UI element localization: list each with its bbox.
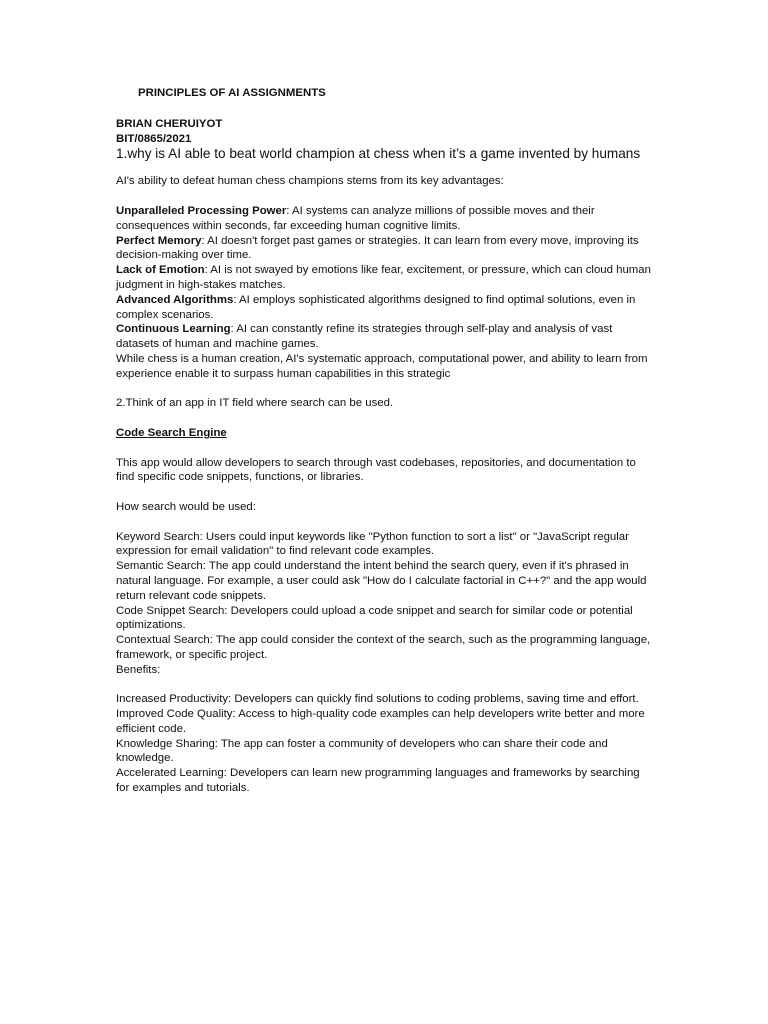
usage-heading: How search would be used: xyxy=(116,500,256,513)
author-name: BRIAN CHERUIYOT xyxy=(116,117,223,130)
benefits-heading: Benefits: xyxy=(116,663,161,676)
app-description: This app would allow developers to search through vast codebases, repositories, and documentation to find specific code snippets, functions, or libraries. xyxy=(116,456,636,484)
advantage-term: Lack of Emotion xyxy=(116,264,205,277)
advantage-item xyxy=(116,263,656,293)
advantage-item xyxy=(116,293,656,323)
question-1: 1.why is AI able to beat world champion at chess when it’s a game invented by humans xyxy=(116,146,641,162)
spacer xyxy=(116,382,656,397)
spacer xyxy=(116,515,656,530)
advantage-term: Continuous Learning xyxy=(116,323,231,336)
advantage-text: : AI systems can analyze millions of possible moves and their consequences within seconds, far exceeding human cognitive limits. xyxy=(116,204,595,232)
question-2: 2.Think of an app in IT field where search can be used. xyxy=(116,397,394,410)
benefit-item: Improved Code Quality: Access to high-quality code examples can help developers write better and more efficient code. xyxy=(116,708,645,735)
advantage-term: Unparalleled Processing Power xyxy=(116,204,287,217)
benefit-item: Knowledge Sharing: The app can foster a community of developers who can share their code and knowledge. xyxy=(116,737,608,765)
advantage-item xyxy=(116,204,656,234)
advantage-text: : AI can constantly refine its strategies through self-play and analysis of vast datasets of human and machine games. xyxy=(116,323,613,351)
usage-item: Code Snippet Search: Developers could upload a code snippet and search for similar code or potential optimizations. xyxy=(116,604,633,632)
advantage-text: : AI is not swayed by emotions like fear, excitement, or pressure, which can cloud human judgment in high-stakes matches. xyxy=(116,264,651,291)
conclusion-paragraph: While chess is a human creation, AI's systematic approach, computational power, and ability to learn from experience enable it to surpass human capabilities in this strategic xyxy=(116,352,648,380)
registration-number: BIT/0865/2021 xyxy=(116,132,192,145)
document-title: PRINCIPLES OF AI ASSIGNMENTS xyxy=(138,87,326,99)
spacer xyxy=(116,441,656,456)
spacer xyxy=(116,411,656,426)
spacer xyxy=(116,189,656,204)
usage-item: Keyword Search: Users could input keywords like "Python function to sort a list" or "JavaScript regular expression for email validation" to find relevant code examples. xyxy=(116,530,629,558)
spacer xyxy=(116,677,656,692)
advantages-list xyxy=(116,204,656,352)
advantage-text: : AI employs sophisticated algorithms designed to find optimal solutions, even in complex scenarios. xyxy=(116,293,636,321)
advantage-term: Perfect Memory xyxy=(116,234,202,247)
spacer xyxy=(116,485,656,500)
usage-item: Contextual Search: The app could consider the context of the search, such as the programming language, framework, or specific project. xyxy=(116,634,651,661)
intro-paragraph: AI's ability to defeat human chess champions stems from its key advantages: xyxy=(116,175,504,188)
advantage-text: : AI doesn't forget past games or strategies. It can learn from every move, improving its decision-making over time. xyxy=(116,234,639,262)
benefit-item: Increased Productivity: Developers can quickly find solutions to coding problems, saving time and effort. xyxy=(116,693,639,706)
document-page xyxy=(116,86,656,796)
usage-item: Semantic Search: The app could understand the intent behind the search query, even if it's phrased in natural language. For example, a user could ask "How do I calculate factorial in C++?" and the app would return relevant code snippets. xyxy=(116,560,647,602)
usage-list xyxy=(116,530,656,663)
advantage-term: Advanced Algorithms xyxy=(116,293,234,306)
advantage-item xyxy=(116,234,656,264)
benefits-list xyxy=(116,692,656,796)
advantage-item xyxy=(116,322,656,352)
benefit-item: Accelerated Learning: Developers can learn new programming languages and frameworks by searching for examples and tutorials. xyxy=(116,767,640,795)
app-heading: Code Search Engine xyxy=(116,426,227,439)
